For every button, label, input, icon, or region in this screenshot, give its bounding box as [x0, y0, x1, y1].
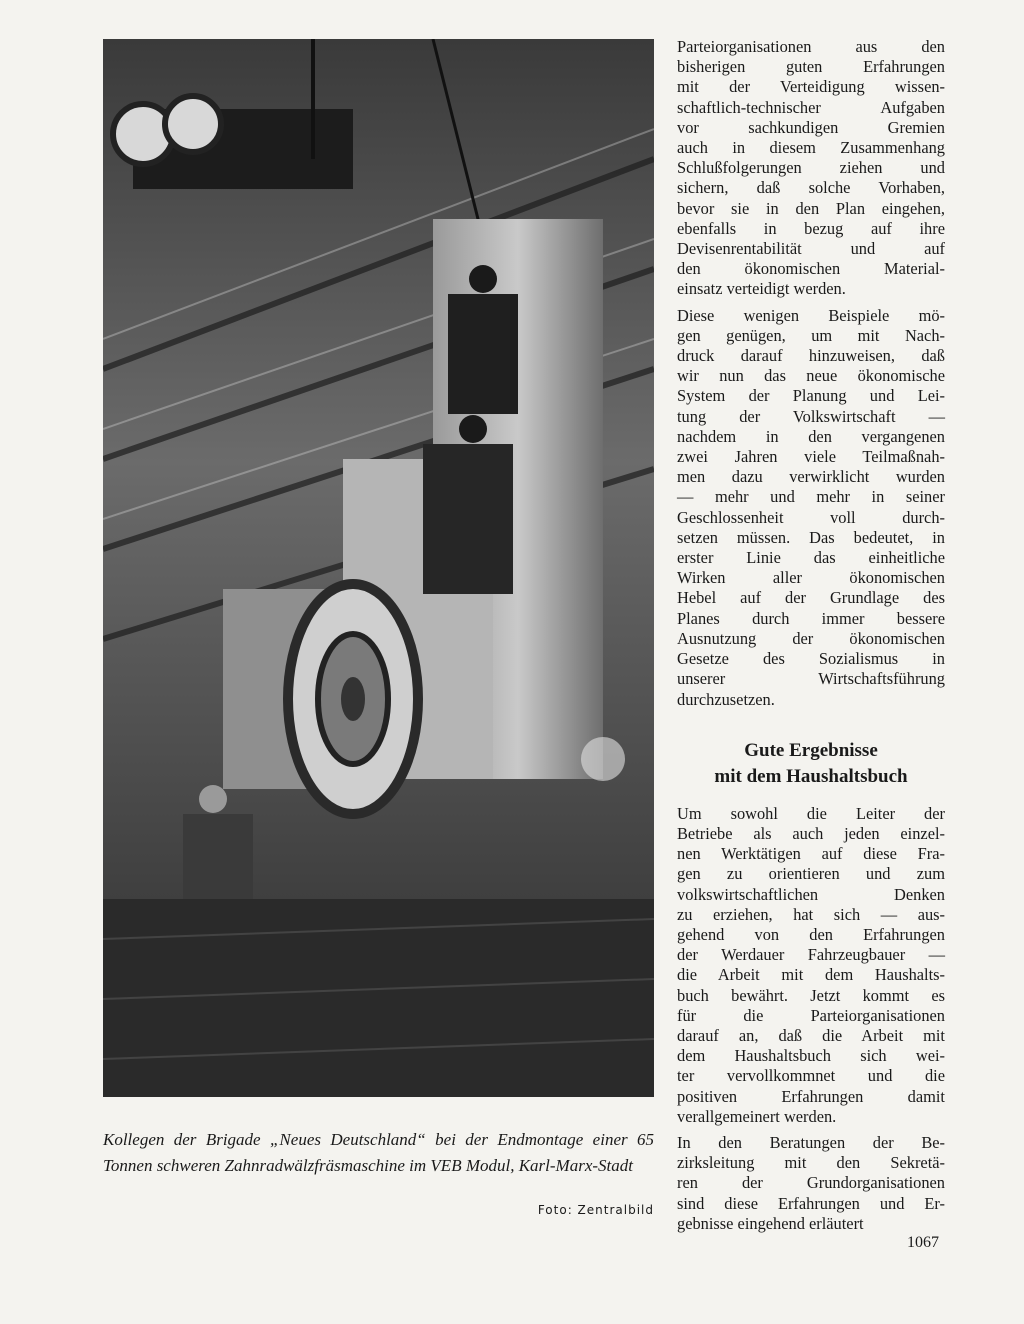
text-line: Parteiorganisationen aus den	[677, 37, 945, 56]
text-line: Wirken aller ökonomischen	[677, 568, 945, 588]
text-line: gen zu orientieren und zum	[677, 864, 945, 884]
text-line: — mehr und mehr in seiner	[677, 487, 945, 507]
text-line: der Werdauer Fahrzeugbauer —	[677, 945, 945, 965]
text-line: Schlußfolgerungen ziehen und	[677, 158, 945, 178]
text-line: druck darauf hinzuweisen, daß	[677, 346, 945, 366]
text-line: ebenfalls in bezug auf ihre	[677, 218, 945, 238]
paragraph-2	[677, 306, 945, 710]
text-line: bisherigen guten Erfahrungen	[677, 57, 945, 77]
photo-factory-machine-icon	[103, 39, 654, 1097]
photo-caption	[103, 1127, 654, 1217]
text-line: darauf an, daß die Arbeit mit	[677, 1025, 945, 1045]
text-line: gen genügen, um mit Nach-	[677, 325, 945, 345]
text-line: durchzusetzen.	[677, 689, 775, 709]
paragraph-3	[677, 804, 945, 1127]
paragraph-4	[677, 1133, 945, 1234]
text-line: Hebel auf der Grundlage des	[677, 588, 945, 608]
text-line: bevor sie in den Plan eingehen,	[677, 198, 945, 218]
text-line: ren der Grundorganisationen	[677, 1173, 945, 1193]
text-line: sichern, daß solche Vorhaben,	[677, 178, 945, 198]
caption-text: Kollegen der Brigade „Neues Deutschland“ bei der Endmontage einer 65 Tonnen schweren Zahnradwälzfräsmaschine im VEB Modul, Karl-Marx-Stadt	[103, 1130, 654, 1175]
text-line: zu erziehen, hat sich — aus-	[677, 904, 945, 924]
text-line: sind diese Erfahrungen und Er-	[677, 1193, 945, 1213]
text-line: unserer Wirtschaftsführung	[677, 669, 945, 689]
text-line: vor sachkundigen Gremien	[677, 117, 945, 137]
text-line: Devisenrentabilität und auf	[677, 239, 945, 259]
page-number: 1067	[907, 1234, 939, 1251]
text-line: den ökonomischen Material-	[677, 259, 945, 279]
text-line: System der Planung und Lei-	[677, 386, 945, 406]
text-line: buch bewährt. Jetzt kommt es	[677, 985, 945, 1005]
text-line: Betriebe als auch jeden einzel-	[677, 823, 945, 843]
text-line: Diese wenigen Beispiele mö-	[677, 305, 945, 325]
text-line: gehend von den Erfahrungen	[677, 924, 945, 944]
text-line: In den Beratungen der Be-	[677, 1132, 945, 1152]
text-line: Gesetze des Sozialismus in	[677, 649, 945, 669]
text-line: nen Werktätigen auf diese Fra-	[677, 844, 945, 864]
text-line: zwei Jahren viele Teilmaßnah-	[677, 447, 945, 467]
text-line: für die Parteiorganisationen	[677, 1005, 945, 1025]
text-line: volkswirtschaftlichen Denken	[677, 884, 945, 904]
heading-line-1: Gute Ergebnisse	[744, 739, 878, 761]
text-line: ter vervollkommnet und die	[677, 1066, 945, 1086]
text-line: setzen müssen. Das bedeutet, in	[677, 527, 945, 547]
text-line: tung der Volkswirtschaft —	[677, 406, 945, 426]
text-line: wir nun das neue ökonomische	[677, 366, 945, 386]
text-line: Um sowohl die Leiter der	[677, 803, 945, 823]
text-line: Ausnutzung der ökonomischen	[677, 628, 945, 648]
text-line: verallgemeinert werden.	[677, 1106, 837, 1126]
text-line: Planes durch immer bessere	[677, 608, 945, 628]
text-line: mit der Verteidigung wissen-	[677, 77, 945, 97]
text-line: auch in diesem Zusammenhang	[677, 138, 945, 158]
photo	[103, 39, 654, 1097]
text-line: Geschlossenheit voll durch-	[677, 507, 945, 527]
text-line: men dazu verwirklicht wurden	[677, 467, 945, 487]
text-line: nachdem in den vergangenen	[677, 426, 945, 446]
heading-line-2: mit dem Haushaltsbuch	[714, 765, 908, 787]
text-column	[677, 37, 945, 1240]
text-line: die Arbeit mit dem Haushalts-	[677, 965, 945, 985]
text-line: einsatz verteidigt werden.	[677, 279, 846, 299]
text-line: erster Linie das einheitliche	[677, 548, 945, 568]
photo-credit: Foto: Zentralbild	[537, 1203, 654, 1217]
section-heading	[677, 738, 945, 790]
text-line: zirksleitung mit den Sekretä-	[677, 1153, 945, 1173]
text-line: schaftlich-technischer Aufgaben	[677, 97, 945, 117]
paragraph-1	[677, 37, 945, 300]
text-line: positiven Erfahrungen damit	[677, 1086, 945, 1106]
text-line: gebnisse eingehend erläutert	[677, 1213, 864, 1233]
text-line: dem Haushaltsbuch sich wei-	[677, 1046, 945, 1066]
